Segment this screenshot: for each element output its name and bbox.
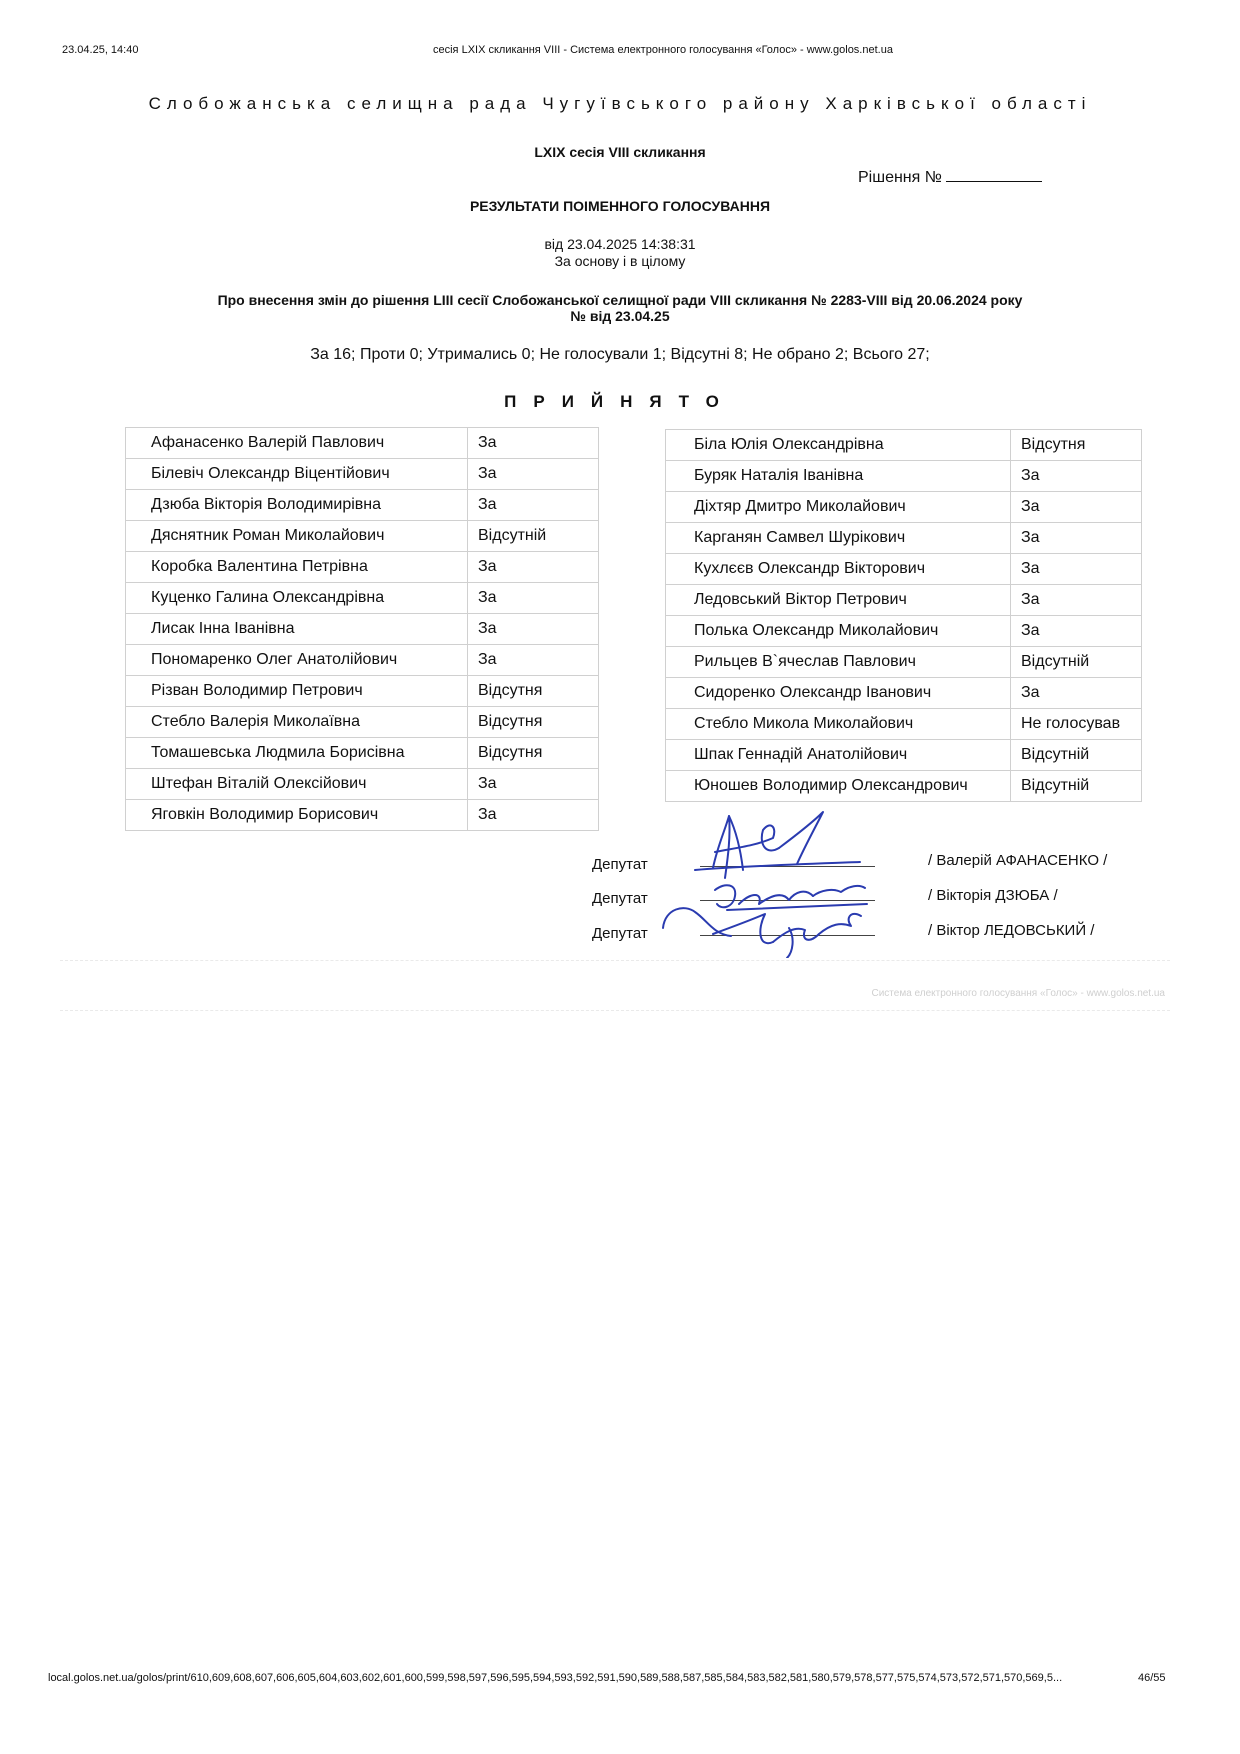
deputy-vote: За (468, 769, 599, 800)
table-row (126, 769, 599, 800)
deputy-vote: За (468, 428, 599, 459)
deputy-vote: За (468, 800, 599, 831)
subject-line-2: № від 23.04.25 (570, 308, 670, 324)
deputy-name: Дзюба Вікторія Володимирівна (126, 490, 468, 521)
decision-blank (946, 167, 1042, 182)
deputy-name: Коробка Валентина Петрівна (126, 552, 468, 583)
deputy-name: Кухлєєв Олександр Вікторович (666, 554, 1011, 585)
deputy-vote: Відсутній (1011, 771, 1142, 802)
deputy-name: Різван Володимир Петрович (126, 676, 468, 707)
vote-basis: За основу і в цілому (554, 253, 686, 269)
table-row (126, 521, 599, 552)
table-row (126, 800, 599, 831)
session-title: LXIX сесія VIII скликання (534, 144, 706, 160)
signature-name-3: / Віктор ЛЕДОВСЬКИЙ / (928, 922, 1095, 939)
table-row (666, 771, 1142, 802)
deputy-name: Буряк Наталія Іванівна (666, 461, 1011, 492)
table-row (666, 430, 1142, 461)
deputy-name: Пономаренко Олег Анатолійович (126, 645, 468, 676)
table-row (666, 740, 1142, 771)
table-row (126, 552, 599, 583)
table-row (126, 738, 599, 769)
deputy-name: Юношев Володимир Олександрович (666, 771, 1011, 802)
table-row (126, 676, 599, 707)
deputy-name: Ледовський Віктор Петрович (666, 585, 1011, 616)
deputy-vote: За (1011, 554, 1142, 585)
table-row (666, 585, 1142, 616)
table-row (126, 428, 599, 459)
separator-line-2 (60, 1010, 1170, 1011)
deputy-name: Діхтяр Дмитро Миколайович (666, 492, 1011, 523)
table-row (126, 583, 599, 614)
deputy-name: Біла Юлія Олександрівна (666, 430, 1011, 461)
print-page-number: 46/55 (1138, 1672, 1166, 1684)
system-footer: Система електронного голосування «Голос» - www.golos.net.ua (871, 988, 1165, 999)
results-title: РЕЗУЛЬТАТИ ПОІМЕННОГО ГОЛОСУВАННЯ (469, 198, 771, 214)
table-row (666, 616, 1142, 647)
deputy-vote: За (468, 645, 599, 676)
deputy-name: Куценко Галина Олександрівна (126, 583, 468, 614)
table-row (126, 490, 599, 521)
council-name: Слобожанська селищна рада Чугуївського району Харківської області (148, 94, 1092, 113)
votes-table-right (665, 429, 1142, 802)
deputy-name: Сидоренко Олександр Іванович (666, 678, 1011, 709)
deputy-vote: Відсутня (468, 676, 599, 707)
signature-name-2: / Вікторія ДЗЮБА / (928, 887, 1058, 904)
vote-summary: За 16; Проти 0; Утримались 0; Не голосували 1; Відсутні 8; Не обрано 2; Всього 27; (310, 346, 930, 363)
deputy-vote: За (468, 459, 599, 490)
deputy-name: Білевіч Олександр Віцентійович (126, 459, 468, 490)
table-row (666, 554, 1142, 585)
deputy-name: Афанасенко Валерій Павлович (126, 428, 468, 459)
vote-outcome: ПРИЙНЯТО (504, 392, 736, 411)
table-row (666, 492, 1142, 523)
deputy-name: Карганян Самвел Шурікович (666, 523, 1011, 554)
vote-date: від 23.04.2025 14:38:31 (544, 236, 696, 252)
table-row (126, 459, 599, 490)
deputy-vote: За (1011, 585, 1142, 616)
deputy-name: Яговкін Володимир Борисович (126, 800, 468, 831)
deputy-name: Шпак Геннадій Анатолійович (666, 740, 1011, 771)
signature-role-3: Депутат (592, 925, 648, 942)
signature-role-2: Депутат (592, 890, 648, 907)
table-row (126, 707, 599, 738)
deputy-vote: За (1011, 678, 1142, 709)
deputy-vote: Відсутній (1011, 740, 1142, 771)
deputy-name: Лисак Інна Іванівна (126, 614, 468, 645)
table-row (666, 678, 1142, 709)
deputy-vote: За (1011, 616, 1142, 647)
table-row (666, 461, 1142, 492)
decision-subject (0, 292, 1240, 324)
table-row (666, 709, 1142, 740)
decision-label: Рішення № (858, 169, 942, 186)
deputy-vote: За (468, 614, 599, 645)
deputy-vote: Відсутній (1011, 647, 1142, 678)
deputy-name: Стебло Микола Миколайович (666, 709, 1011, 740)
signature-role-1: Депутат (592, 856, 648, 873)
deputy-vote: Відсутній (468, 521, 599, 552)
deputy-name: Дяснятник Роман Миколайович (126, 521, 468, 552)
deputy-vote: Відсутня (468, 738, 599, 769)
deputy-name: Рильцев В`ячеслав Павлович (666, 647, 1011, 678)
deputy-vote: За (1011, 461, 1142, 492)
deputy-vote: За (468, 490, 599, 521)
print-url: local.golos.net.ua/golos/print/610,609,608,607,606,605,604,603,602,601,600,599,598,597,596,595,594,593,592,591,590,589,588,587,585,584,583,582,581,580,579,578,577,575,574,573,572,571,570,569,5... (48, 1672, 1063, 1684)
print-page-title: сесія LXIX скликання VIII - Система електронного голосування «Голос» - www.golos.net.ua (433, 44, 893, 56)
deputy-name: Полька Олександр Миколайович (666, 616, 1011, 647)
deputy-vote: Не голосував (1011, 709, 1142, 740)
print-datetime: 23.04.25, 14:40 (62, 44, 139, 56)
deputy-vote: Відсутня (1011, 430, 1142, 461)
deputy-name: Томашевська Людмила Борисівна (126, 738, 468, 769)
signature-name-1: / Валерій АФАНАСЕНКО / (928, 852, 1108, 869)
table-row (666, 523, 1142, 554)
table-row (126, 614, 599, 645)
table-row (666, 647, 1142, 678)
deputy-vote: За (468, 552, 599, 583)
votes-table-left (125, 427, 599, 831)
deputy-vote: За (1011, 523, 1142, 554)
table-row (126, 645, 599, 676)
deputy-name: Штефан Віталій Олексійович (126, 769, 468, 800)
separator-line (60, 960, 1170, 961)
handwritten-signatures (655, 808, 915, 958)
vote-date-block (0, 236, 1240, 270)
deputy-vote: Відсутня (468, 707, 599, 738)
subject-line-1: Про внесення змін до рішення LIII сесії Слобожанської селищної ради VIII скликання № 2283-VIII від 20.06.2024 року (217, 292, 1023, 308)
deputy-vote: За (1011, 492, 1142, 523)
decision-number (858, 167, 1042, 187)
deputy-name: Стебло Валерія Миколаївна (126, 707, 468, 738)
deputy-vote: За (468, 583, 599, 614)
